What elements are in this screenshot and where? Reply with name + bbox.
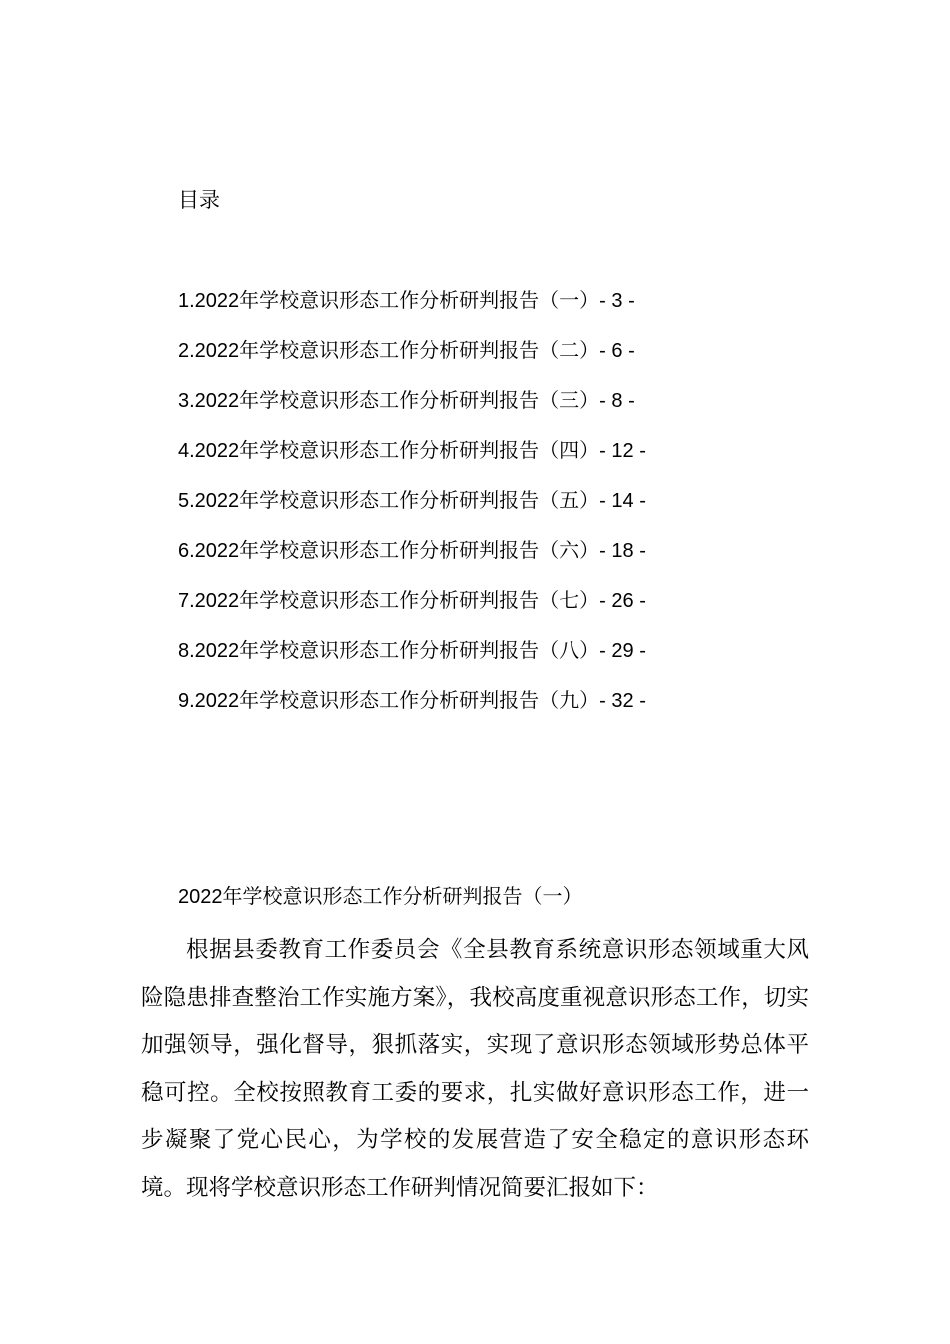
toc-item-page: - 29 - xyxy=(599,640,646,662)
report-title-text: 年学校意识形态工作分析研判报告（一） xyxy=(222,884,583,908)
toc-item-page: - 26 - xyxy=(599,590,646,612)
toc-item-title: 年学校意识形态工作分析研判报告（四） xyxy=(239,438,600,462)
toc-item[interactable] xyxy=(178,686,646,736)
toc-item-number: 1.2022 xyxy=(178,290,240,312)
toc-item-title: 年学校意识形态工作分析研判报告（二） xyxy=(239,338,600,362)
toc-item-number: 7.2022 xyxy=(178,590,240,612)
toc-item-page: - 12 - xyxy=(599,440,646,462)
toc-item[interactable] xyxy=(178,336,646,386)
toc-item-title: 年学校意识形态工作分析研判报告（六） xyxy=(239,538,600,562)
toc-item-title: 年学校意识形态工作分析研判报告（九） xyxy=(239,688,600,712)
toc-item[interactable] xyxy=(178,536,646,586)
toc-item-number: 3.2022 xyxy=(178,390,240,412)
toc-item-title: 年学校意识形态工作分析研判报告（一） xyxy=(239,288,600,312)
toc-item[interactable] xyxy=(178,436,646,486)
toc-item[interactable] xyxy=(178,636,646,686)
toc-item[interactable] xyxy=(178,486,646,536)
toc-item-number: 2.2022 xyxy=(178,340,240,362)
toc-item-page: - 14 - xyxy=(599,490,646,512)
toc-item-number: 8.2022 xyxy=(178,640,240,662)
toc-item-title: 年学校意识形态工作分析研判报告（八） xyxy=(239,638,600,662)
toc-item-number: 9.2022 xyxy=(178,690,240,712)
toc-item-page: - 18 - xyxy=(599,540,646,562)
toc-item-title: 年学校意识形态工作分析研判报告（三） xyxy=(239,388,600,412)
toc-item-page: - 8 - xyxy=(599,390,635,412)
toc-item-title: 年学校意识形态工作分析研判报告（七） xyxy=(239,588,600,612)
toc-list xyxy=(178,286,646,736)
toc-item[interactable] xyxy=(178,286,646,336)
report-title xyxy=(178,882,583,911)
toc-item[interactable] xyxy=(178,386,646,436)
toc-item-page: - 32 - xyxy=(599,690,646,712)
report-title-year: 2022 xyxy=(178,886,223,908)
report-body-paragraph: 根据县委教育工作委员会《全县教育系统意识形态领域重大风险隐患排查整治工作实施方案》，我校高度重视意识形态工作，切实加强领导，强化督导，狠抓落实，实现了意识形态领域形势总体平稳可控。全校按照教育工委的要求，扎实做好意识形态工作，进一步凝聚了党心民心，为学校的发展营造了安全稳定的意识形态环境。现将学校意识形态工作研判情况简要汇报如下： xyxy=(141,937,809,1201)
toc-item[interactable] xyxy=(178,586,646,636)
toc-heading: 目录 xyxy=(178,188,220,212)
toc-item-number: 5.2022 xyxy=(178,490,240,512)
toc-item-number: 6.2022 xyxy=(178,540,240,562)
toc-item-title: 年学校意识形态工作分析研判报告（五） xyxy=(239,488,600,512)
toc-item-page: - 3 - xyxy=(599,290,635,312)
toc-item-number: 4.2022 xyxy=(178,440,240,462)
toc-item-page: - 6 - xyxy=(599,340,635,362)
